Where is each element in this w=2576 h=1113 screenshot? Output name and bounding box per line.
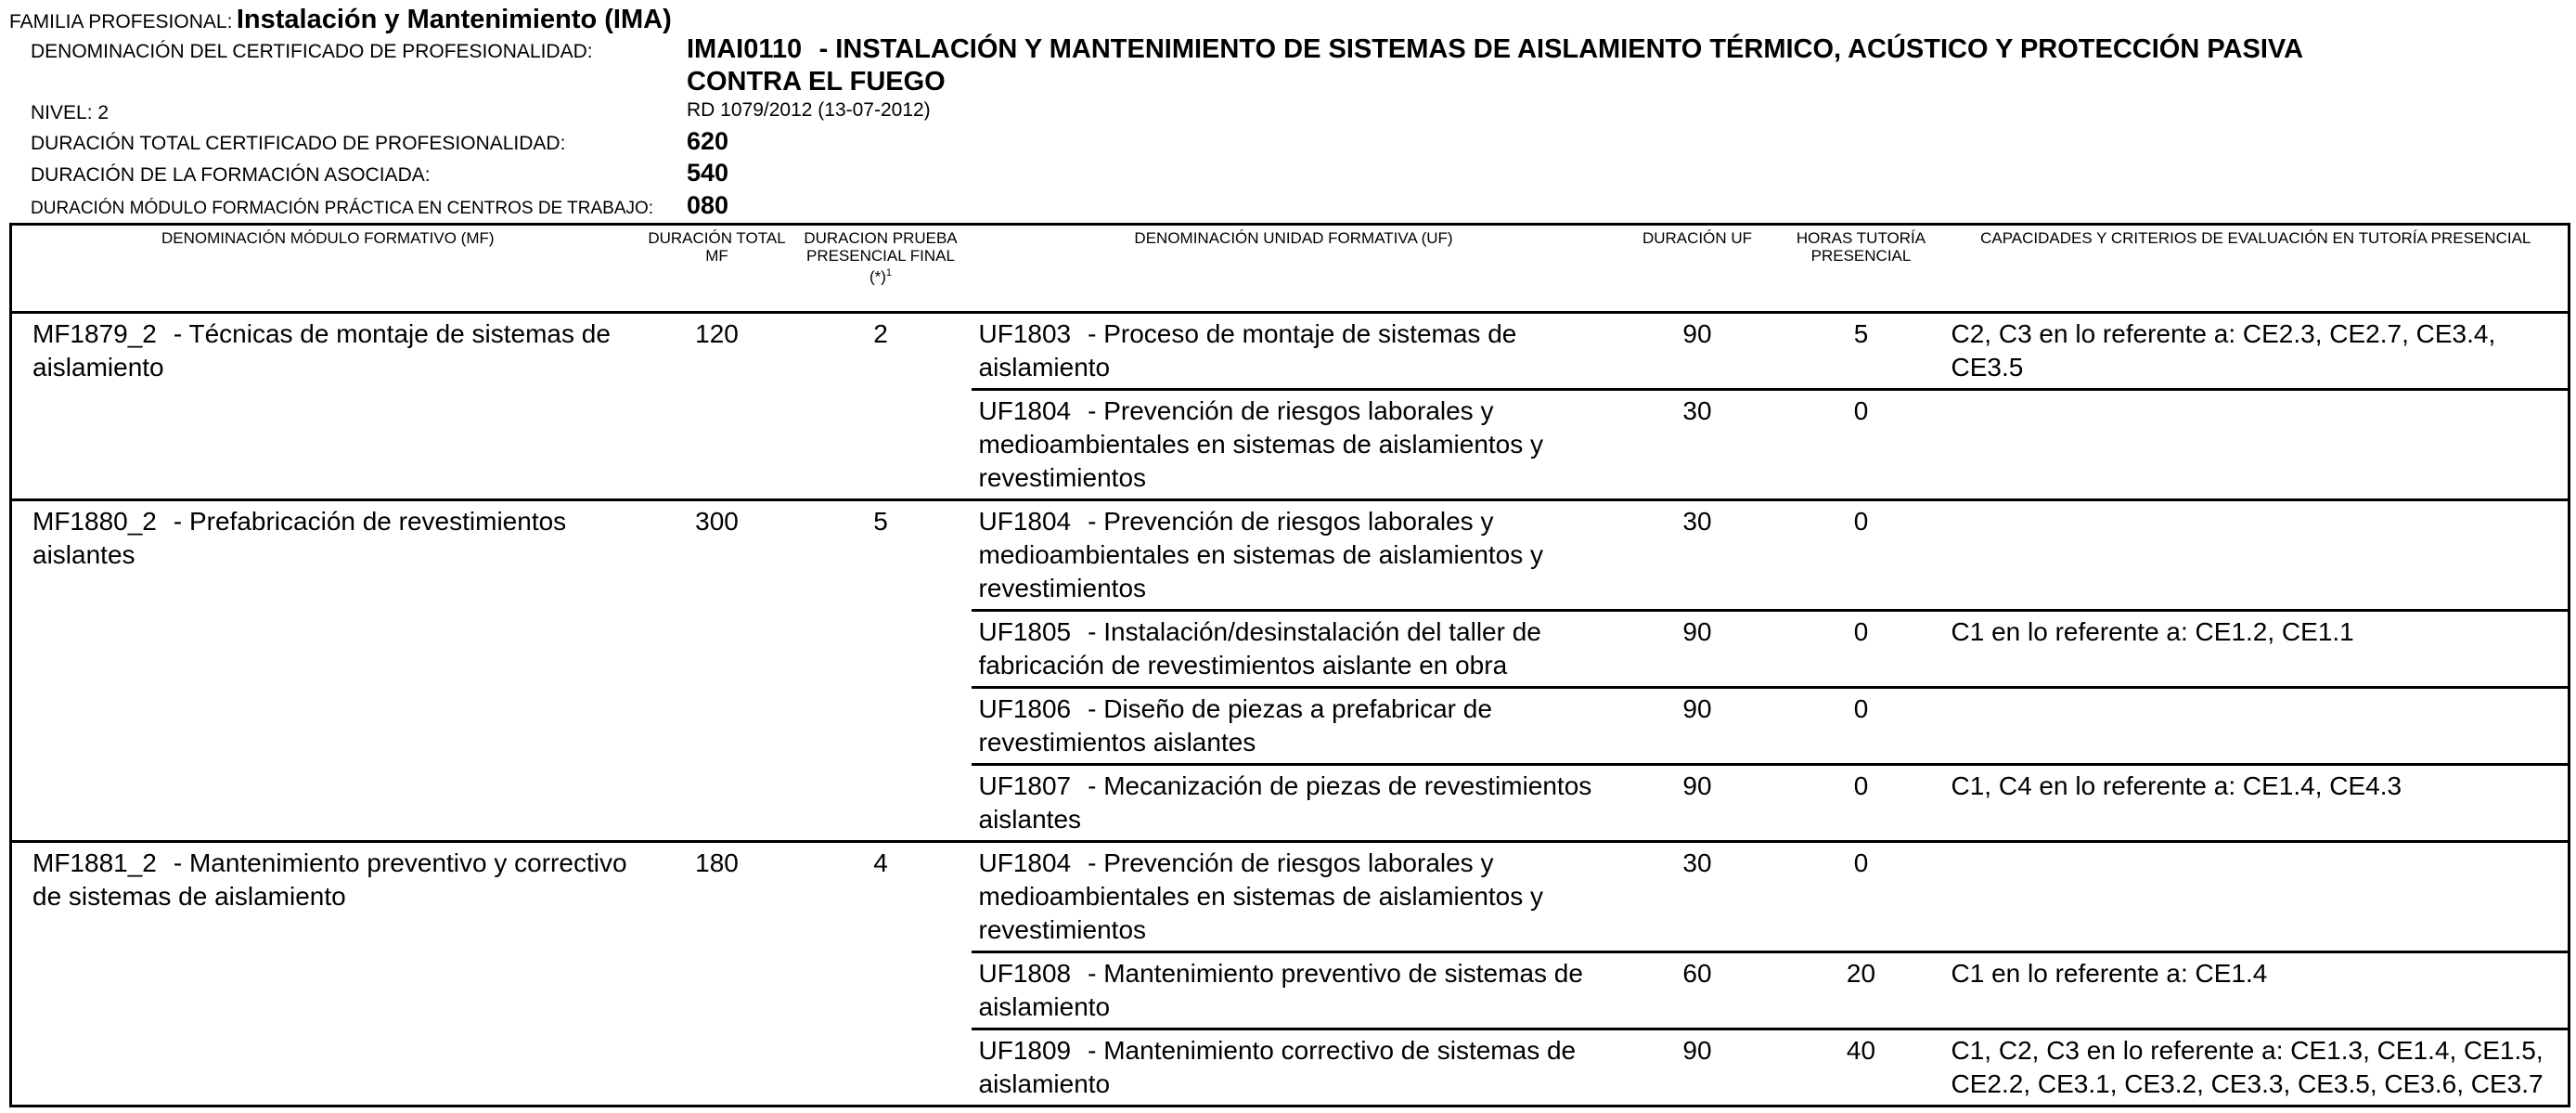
uf-code: UF1806 <box>978 694 1072 723</box>
uf-horas: 20 <box>1779 952 1944 1029</box>
uf-capacidades: C1 en lo referente a: CE1.4 <box>1944 952 2570 1029</box>
footnote-marker: 1 <box>885 267 893 278</box>
uf-duracion: 90 <box>1616 611 1779 688</box>
uf-name: - Mantenimiento correctivo de sistemas de aislamiento <box>978 1036 1577 1098</box>
mf-cell <box>11 842 644 1107</box>
uf-duracion: 90 <box>1616 688 1779 765</box>
uf-horas: 40 <box>1779 1029 1944 1107</box>
uf-code: UF1804 <box>978 396 1072 425</box>
uf-code: UF1805 <box>978 617 1072 646</box>
certificado-code: IMAI0110 <box>687 34 803 64</box>
uf-code: UF1807 <box>978 771 1072 800</box>
uf-capacidades: C1, C2, C3 en lo referente a: CE1.3, CE1.4, CE1.5, CE2.2, CE3.1, CE3.2, CE3.3, CE3.5, CE3.6, CE3.7 <box>1944 1029 2570 1107</box>
mf-code: MF1881_2 <box>32 848 157 877</box>
certificado-title-line1 <box>687 33 2303 65</box>
uf-duracion: 90 <box>1682 319 1712 348</box>
familia-row <box>9 4 672 35</box>
uf-code: UF1803 <box>978 319 1072 348</box>
uf-capacidades: C1 en lo referente a: CE1.2, CE1.1 <box>1944 611 2570 688</box>
rd-value: RD 1079/2012 (13-07-2012) <box>687 99 931 121</box>
uf-code: UF1808 <box>978 959 1072 988</box>
mf-cell <box>11 313 644 500</box>
col-header-mf: DENOMINACIÓN MÓDULO FORMATIVO (MF) <box>11 225 644 313</box>
mf-code: MF1880_2 <box>32 507 157 536</box>
uf-name: - Mecanización de piezas de revestimientos aislantes <box>978 771 1592 834</box>
uf-duracion: 30 <box>1616 842 1779 952</box>
uf-cell <box>972 952 1616 1029</box>
col-header-uf: DENOMINACIÓN UNIDAD FORMATIVA (UF) <box>972 225 1616 313</box>
uf-horas: 0 <box>1779 500 1944 611</box>
uf-cell <box>972 500 1616 611</box>
duracion-total-value: 620 <box>687 127 729 155</box>
uf-duracion: 60 <box>1616 952 1779 1029</box>
duracion-total-label: DURACIÓN TOTAL CERTIFICADO DE PROFESIONALIDAD: <box>31 133 566 154</box>
uf-capacidades: C1, C4 en lo referente a: CE1.4, CE4.3 <box>1944 765 2570 842</box>
uf-horas: 5 <box>1853 319 1869 348</box>
uf-cell <box>972 313 1616 390</box>
mf-name: - Prefabricación de revestimientos aislantes <box>32 507 567 569</box>
uf-code: UF1804 <box>978 848 1072 877</box>
uf-code: UF1804 <box>978 507 1072 536</box>
uf-cell <box>972 390 1616 500</box>
table-row <box>11 842 2570 952</box>
uf-name: - Prevención de riesgos laborales y medioambientales en sistemas de aislamientos y revestimientos <box>978 507 1544 602</box>
duracion-practica-label: DURACIÓN MÓDULO FORMACIÓN PRÁCTICA EN CENTROS DE TRABAJO: <box>31 199 654 218</box>
table-row <box>11 313 2570 390</box>
familia-label: FAMILIA PROFESIONAL: <box>9 11 233 32</box>
uf-name: - Proceso de montaje de sistemas de aislamiento <box>978 319 1517 382</box>
mf-prueba: 2 <box>873 319 888 348</box>
uf-name: - Prevención de riesgos laborales y medioambientales en sistemas de aislamientos y revestimientos <box>978 396 1544 492</box>
uf-name: - Mantenimiento preventivo de sistemas de aislamiento <box>978 959 1583 1021</box>
uf-horas: 0 <box>1779 842 1944 952</box>
modules-table <box>9 223 2570 1107</box>
familia-value: Instalación y Mantenimiento (IMA) <box>236 5 672 34</box>
mf-total: 180 <box>644 842 791 1107</box>
uf-cell <box>972 765 1616 842</box>
duracion-formacion-label: DURACIÓN DE LA FORMACIÓN ASOCIADA: <box>31 164 431 186</box>
uf-horas: 0 <box>1779 765 1944 842</box>
mf-total: 120 <box>695 319 739 348</box>
uf-capacidades <box>1944 688 2570 765</box>
certificado-title-line2: CONTRA EL FUEGO <box>687 67 946 97</box>
uf-capacidades: C2, C3 en lo referente a: CE2.3, CE2.7, CE3.4, CE3.5 <box>1951 319 2496 382</box>
denominacion-label: DENOMINACIÓN DEL CERTIFICADO DE PROFESIONALIDAD: <box>31 41 593 62</box>
mf-cell <box>11 500 644 842</box>
uf-cell <box>972 688 1616 765</box>
uf-name: - Instalación/desinstalación del taller de fabricación de revestimientos aislante en obra <box>978 617 1541 679</box>
uf-capacidades <box>1944 500 2570 611</box>
mf-total: 300 <box>644 500 791 842</box>
uf-capacidades <box>1944 842 2570 952</box>
col-header-duracion-prueba: DURACION PRUEBA PRESENCIAL FINAL $(*)^1$ <box>791 225 972 313</box>
duracion-practica-value: 080 <box>687 191 729 219</box>
uf-horas: 0 <box>1779 611 1944 688</box>
col-header-duracion-uf: DURACIÓN UF <box>1616 225 1779 313</box>
mf-prueba: 4 <box>791 842 972 1107</box>
uf-capacidades <box>1944 390 2570 500</box>
nivel-label: NIVEL: 2 <box>31 102 109 123</box>
document-header <box>0 0 2576 223</box>
uf-duracion: 90 <box>1616 1029 1779 1107</box>
uf-code: UF1809 <box>978 1036 1072 1065</box>
col-header-duracion-total-mf: DURACIÓN TOTAL MF <box>644 225 791 313</box>
uf-horas: 0 <box>1779 688 1944 765</box>
duracion-formacion-value: 540 <box>687 159 729 187</box>
col-header-horas-tutoria: HORAS TUTORÍA PRESENCIAL <box>1779 225 1944 313</box>
mf-prueba: 5 <box>791 500 972 842</box>
table-row <box>11 500 2570 611</box>
uf-cell <box>972 1029 1616 1107</box>
uf-duracion: 90 <box>1616 765 1779 842</box>
uf-cell <box>972 842 1616 952</box>
uf-horas: 0 <box>1779 390 1944 500</box>
mf-name: - Mantenimiento preventivo y correctivo de sistemas de aislamiento <box>32 848 627 911</box>
uf-name: - Diseño de piezas a prefabricar de revestimientos aislantes <box>978 694 1492 757</box>
uf-cell <box>972 611 1616 688</box>
uf-duracion: 30 <box>1616 390 1779 500</box>
table-header-row <box>11 225 2570 313</box>
uf-duracion: 30 <box>1616 500 1779 611</box>
col-header-capacidades: CAPACIDADES Y CRITERIOS DE EVALUACIÓN EN TUTORÍA PRESENCIAL <box>1944 225 2570 313</box>
mf-code: MF1879_2 <box>32 319 157 348</box>
certificado-title: - INSTALACIÓN Y MANTENIMIENTO DE SISTEMAS DE AISLAMIENTO TÉRMICO, ACÚSTICO Y PROTECCIÓN PASIVA <box>818 34 2304 64</box>
mf-name: - Técnicas de montaje de sistemas de aislamiento <box>32 319 611 382</box>
uf-name: - Prevención de riesgos laborales y medioambientales en sistemas de aislamientos y revestimientos <box>978 848 1544 944</box>
